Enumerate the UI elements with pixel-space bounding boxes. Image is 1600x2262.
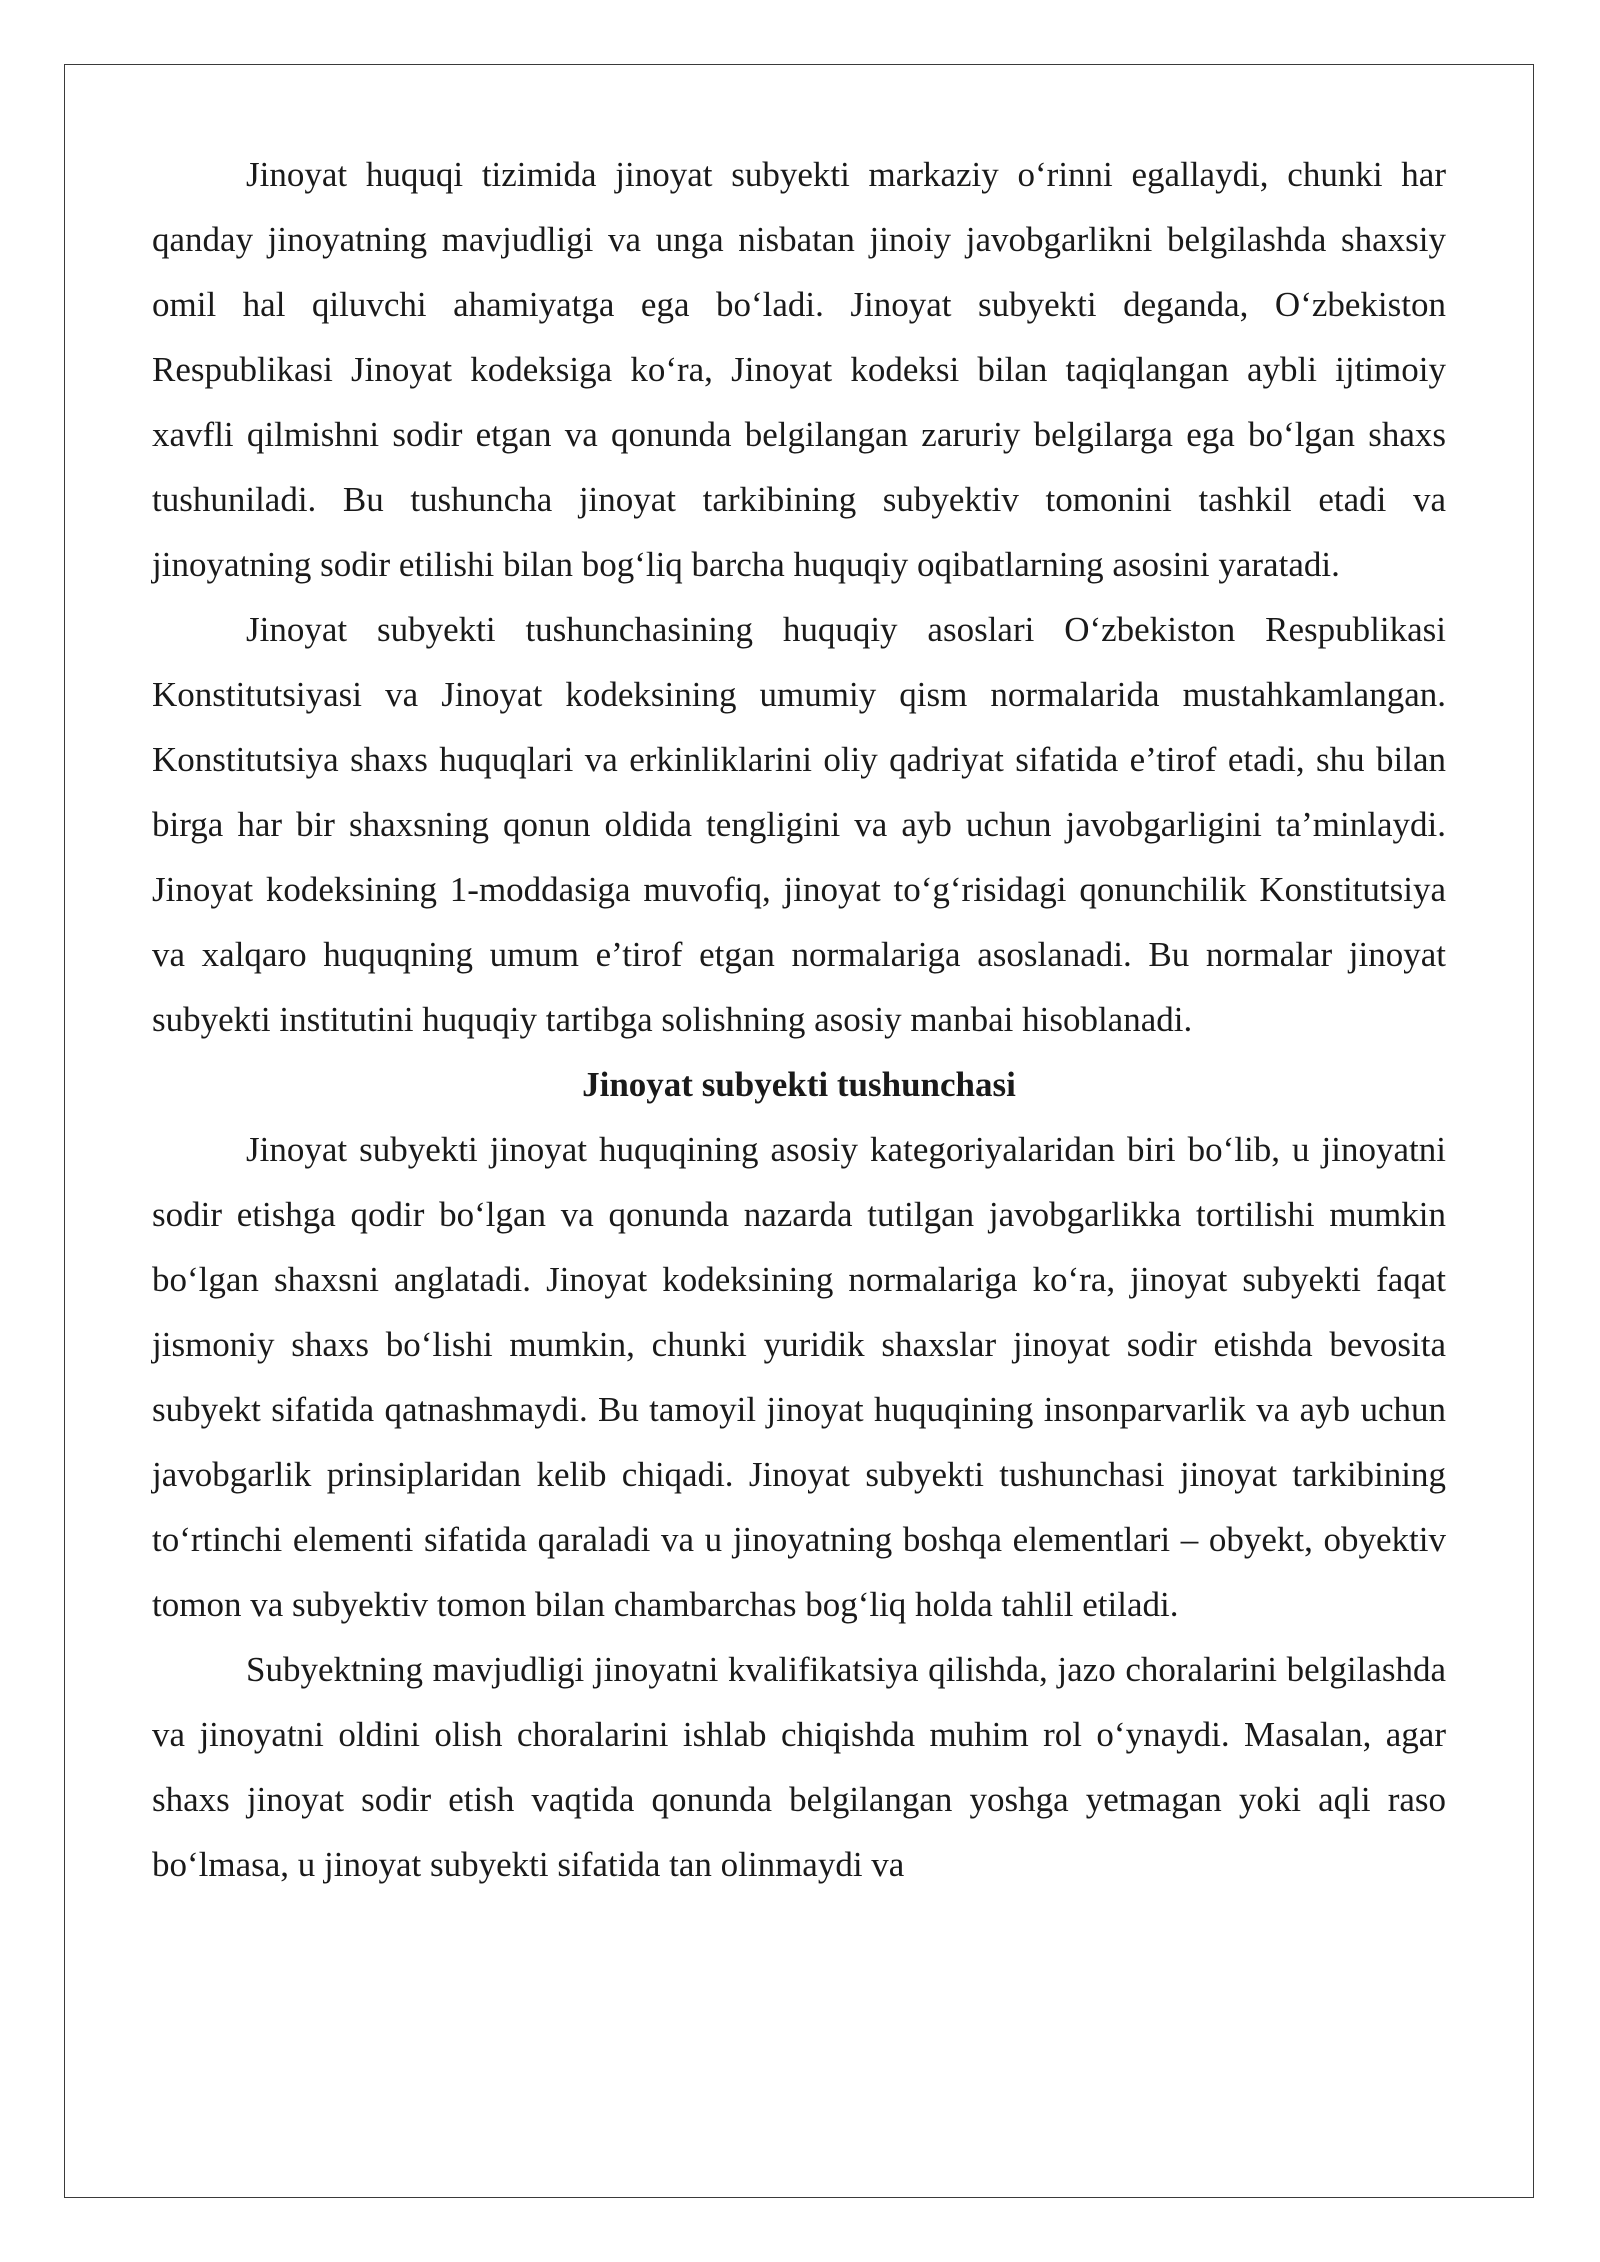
paragraph-intro: Jinoyat huquqi tizimida jinoyat subyekti markaziy o‘rinni egallaydi, chunki har qanday jinoyatning mavjudligi va unga nisbatan jinoiy javobgarlikni belgilashda shaxsiy omil hal qiluvchi ahamiyatga ega bo‘ladi. Jinoyat subyekti deganda, O‘zbekiston Respublikasi Jinoyat kodeksiga ko‘ra, Jinoyat kodeksi bilan taqiqlangan aybli ijtimoiy xavfli qilmishni sodir etgan va qonunda belgilangan zaruriy belgilarga ega bo‘lgan shaxs tushuniladi. Bu tushuncha jinoyat tarkibining subyektiv tomonini tashkil etadi va jinoyatning sodir etilishi bilan bog‘liq barcha huquqiy oqibatlarning asosini yaratadi. <box>152 155 1446 584</box>
paragraph-concept: Jinoyat subyekti jinoyat huquqining asosiy kategoriyalaridan biri bo‘lib, u jinoyatni sodir etishga qodir bo‘lgan va qonunda nazarda tutilgan javobgarlikka tortilishi mumkin bo‘lgan shaxsni anglatadi. Jinoyat kodeksining normalariga ko‘ra, jinoyat subyekti faqat jismoniy shaxs bo‘lishi mumkin, chunki yuridik shaxslar jinoyat sodir etishda bevosita subyekt sifatida qatnashmaydi. Bu tamoyil jinoyat huquqining insonparvarlik va ayb uchun javobgarlik prinsiplaridan kelib chiqadi. Jinoyat subyekti tushunchasi jinoyat tarkibining to‘rtinchi elementi sifatida qaraladi va u jinoyatning boshqa elementlari – obyekt, obyektiv tomon va subyektiv tomon bilan chambarchas bog‘liq holda tahlil etiladi. <box>152 1130 1446 1624</box>
paragraph-significance: Subyektning mavjudligi jinoyatni kvalifikatsiya qilishda, jazo choralarini belgilashda va jinoyatni oldini olish choralarini ishlab chiqishda muhim rol o‘ynaydi. Masalan, agar shaxs jinoyat sodir etish vaqtida qonunda belgilangan yoshga yetmagan yoki aqli raso bo‘lmasa, u jinoyat subyekti sifatida tan olinmaydi va <box>152 1650 1446 1884</box>
document-body <box>152 142 1446 1897</box>
paragraph-legal-basis: Jinoyat subyekti tushunchasining huquqiy asoslari O‘zbekiston Respublikasi Konstitutsiyasi va Jinoyat kodeksining umumiy qism normalarida mustahkamlangan. Konstitutsiya shaxs huquqlari va erkinliklarini oliy qadriyat sifatida e’tirof etadi, shu bilan birga har bir shaxsning qonun oldida tengligini va ayb uchun javobgarligini ta’minlaydi. Jinoyat kodeksining 1-moddasiga muvofiq, jinoyat to‘g‘risidagi qonunchilik Konstitutsiya va xalqaro huquqning umum e’tirof etgan normalariga asoslanadi. Bu normalar jinoyat subyekti institutini huquqiy tartibga solishning asosiy manbai hisoblanadi. <box>152 610 1446 1039</box>
section-heading: Jinoyat subyekti tushunchasi <box>582 1065 1016 1104</box>
